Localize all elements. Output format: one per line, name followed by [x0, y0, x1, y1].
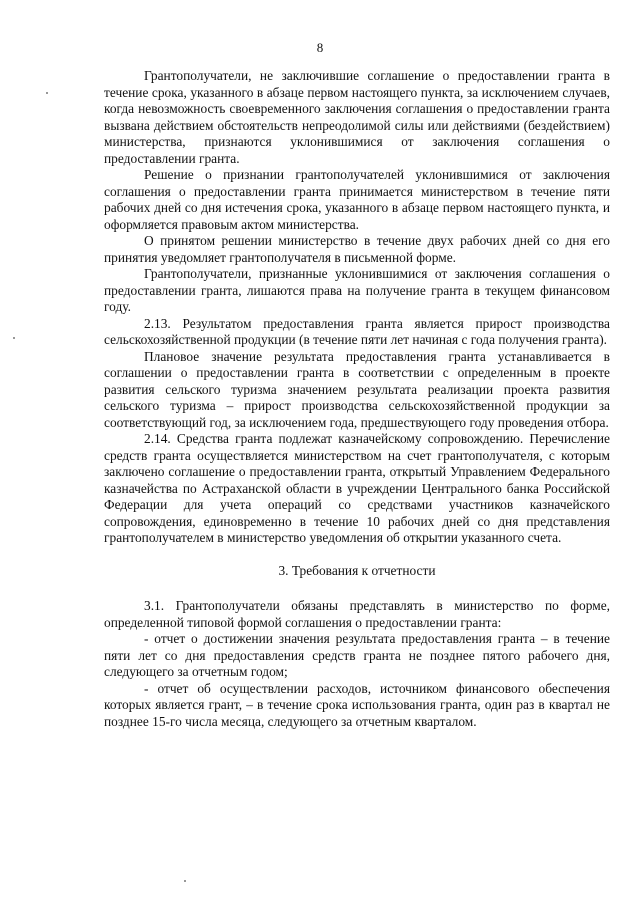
- paragraph: 3.1. Грантополучатели обязаны представлять в министерство по форме, определенной типовой формой соглашения о предоставлении гранта:: [104, 598, 610, 630]
- paragraph: 2.14. Средства гранта подлежат казначейскому сопровождению. Перечисление средств гранта осуществляется министерством на счет грантополучателя, с которым заключено соглашение о предоставлении гранта, открытый Управлением Федерального казначейства по Астраханской области в учреждении Центрального банка Российской Федерации для учета операций со средствами участников казначейского сопровождения, единовременно в течение 10 рабочих дней со дня представления грантополучателем в министерство уведомления об открытии указанного счета.: [104, 431, 610, 545]
- document-body: [104, 68, 610, 730]
- page-number: 8: [316, 40, 324, 55]
- paragraph: - отчет о достижении значения результата предоставления гранта – в течение пяти лет со дня предоставления средств гранта не позднее пятого рабочего дня, следующего за отчетным годом;: [104, 631, 610, 679]
- paragraph: Грантополучатели, признанные уклонившимися от заключения соглашения о предоставлении гранта, лишаются права на получение гранта в текущем финансовом году.: [104, 266, 610, 314]
- paragraph: Плановое значение результата предоставления гранта устанавливается в соглашении о предоставлении гранта в соответствии с определенным в проекте развития сельского туризма значением результата реализации проекта развития сельского туризма – прирост производства сельскохозяйственной продукции за соответствующий год, за исключением года, предшествующего году проведения отбора.: [104, 348, 610, 430]
- paragraph: - отчет об осуществлении расходов, источником финансового обеспечения которых является грант, – в течение срока использования гранта, один раз в квартал не позднее 15-го числа месяца, следующего за отчетным кварталом.: [104, 680, 610, 729]
- section-heading: 3. Требования к отчетности: [278, 562, 436, 578]
- scan-speck: [13, 337, 15, 339]
- paragraph: О принятом решении министерство в течение двух рабочих дней со дня его принятия уведомляет грантополучателя в письменной форме.: [104, 233, 610, 265]
- paragraph: Решение о признании грантополучателей уклонившимися от заключения соглашения о предоставлении гранта принимается министерством в течение пяти рабочих дней со дня истечения срока, указанного в абзаце первом настоящего пункта, и оформляется правовым актом министерства.: [104, 167, 610, 232]
- paragraph: Грантополучатели, не заключившие соглашение о предоставлении гранта в течение срока, указанного в абзаце первом настоящего пункта, за исключением случаев, когда невозможность своевременного заключения соглашения о предоставлении гранта вызвана действием обстоятельств непреодолимой силы или действиями (бездействием) министерства, признаются уклонившимися от заключения соглашения о предоставлении гранта.: [104, 68, 610, 166]
- scan-speck: [46, 92, 48, 94]
- paragraph: 2.13. Результатом предоставления гранта является прирост производства сельскохозяйственной продукции (в течение пяти лет начиная с года получения гранта).: [104, 315, 610, 347]
- scan-speck: [184, 880, 186, 882]
